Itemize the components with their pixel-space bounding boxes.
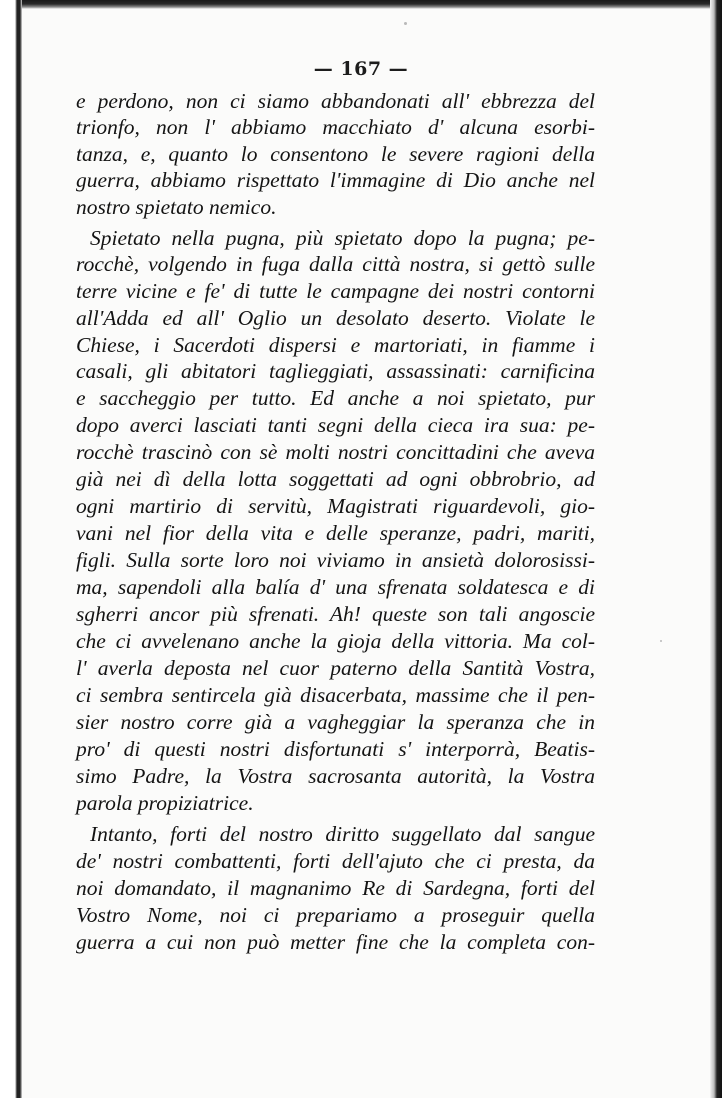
text-line: sgherri ancor più sfrenati. Ah! queste son tali angoscie [76, 602, 595, 626]
text-line: che ci avvelenano anche la gioja della vittoria. Ma col- [76, 629, 595, 653]
text-line: rocchè, volgendo in fuga dalla città nostra, si gettò sulle [76, 252, 595, 276]
scan-speck [404, 22, 407, 25]
paragraph-start-line: Intanto, forti del nostro diritto suggellato dal sangue [90, 822, 595, 846]
text-line: e saccheggio per tutto. Ed anche a noi spietato, pur [76, 386, 595, 410]
text-line: all'Adda ed all' Oglio un desolato deserto. Violate le [76, 306, 595, 330]
text-line: sier nostro corre già a vagheggiar la speranza che in [76, 710, 595, 734]
text-line: noi domandato, il magnanimo Re di Sardegna, forti del [76, 876, 595, 900]
text-line: e perdono, non ci siamo abbandonati all' ebbrezza del [76, 89, 595, 113]
text-line: tanza, e, quanto lo consentono le severe ragioni della [76, 142, 595, 166]
page-left-edge [0, 0, 22, 1098]
text-line: guerra a cui non può metter fine che la completa con- [76, 930, 595, 954]
text-line: figli. Sulla sorte loro noi viviamo in ansietà dolorosissi- [76, 548, 595, 572]
text-line: ci sembra sentircela già disacerbata, massime che il pen- [76, 683, 595, 707]
text-line: già nei dì della lotta soggettati ad ogni obbrobrio, ad [76, 467, 595, 491]
text-line: ogni martirio di servitù, Magistrati riguardevoli, gio- [76, 494, 595, 518]
text-line: casali, gli abitatori taglieggiati, assassinati: carnificina [76, 359, 595, 383]
text-line: Chiese, i Sacerdoti dispersi e martoriati, in fiamme i [76, 333, 595, 357]
text-line: trionfo, non l' abbiamo macchiato d' alcuna esorbi- [76, 115, 595, 139]
page-right-edge [710, 0, 722, 1098]
page-top-edge [0, 0, 722, 9]
text-line: guerra, abbiamo rispettato l'immagine di Dio anche nel [76, 168, 595, 192]
page-number: — 167 — [313, 58, 409, 80]
text-line: Vostro Nome, noi ci prepariamo a proseguir quella [76, 903, 595, 927]
text-line: ma, sapendoli alla balía d' una sfrenata soldatesca e di [76, 575, 595, 599]
text-line: nostro spietato nemico. [76, 195, 277, 219]
paragraph-start-line: Spietato nella pugna, più spietato dopo la pugna; pe- [90, 226, 595, 250]
text-line: de' nostri combattenti, forti dell'ajuto che ci presta, da [76, 849, 595, 873]
text-line: simo Padre, la Vostra sacrosanta autorità, la Vostra [76, 764, 595, 788]
text-line: rocchè trascinò con sè molti nostri concittadini che aveva [76, 440, 595, 464]
text-line: parola propiziatrice. [76, 791, 254, 815]
text-line: l' averla deposta nel cuor paterno della Santità Vostra, [76, 656, 595, 680]
text-line: vani nel fior della vita e delle speranze, padri, mariti, [76, 521, 595, 545]
text-line: dopo averci lasciati tanti segni della cieca ira sua: pe- [76, 413, 595, 437]
text-line: terre vicine e fe' di tutte le campagne dei nostri contorni [76, 279, 595, 303]
scan-speck [660, 640, 662, 642]
text-line: pro' di questi nostri disfortunati s' interporrà, Beatis- [76, 737, 595, 761]
